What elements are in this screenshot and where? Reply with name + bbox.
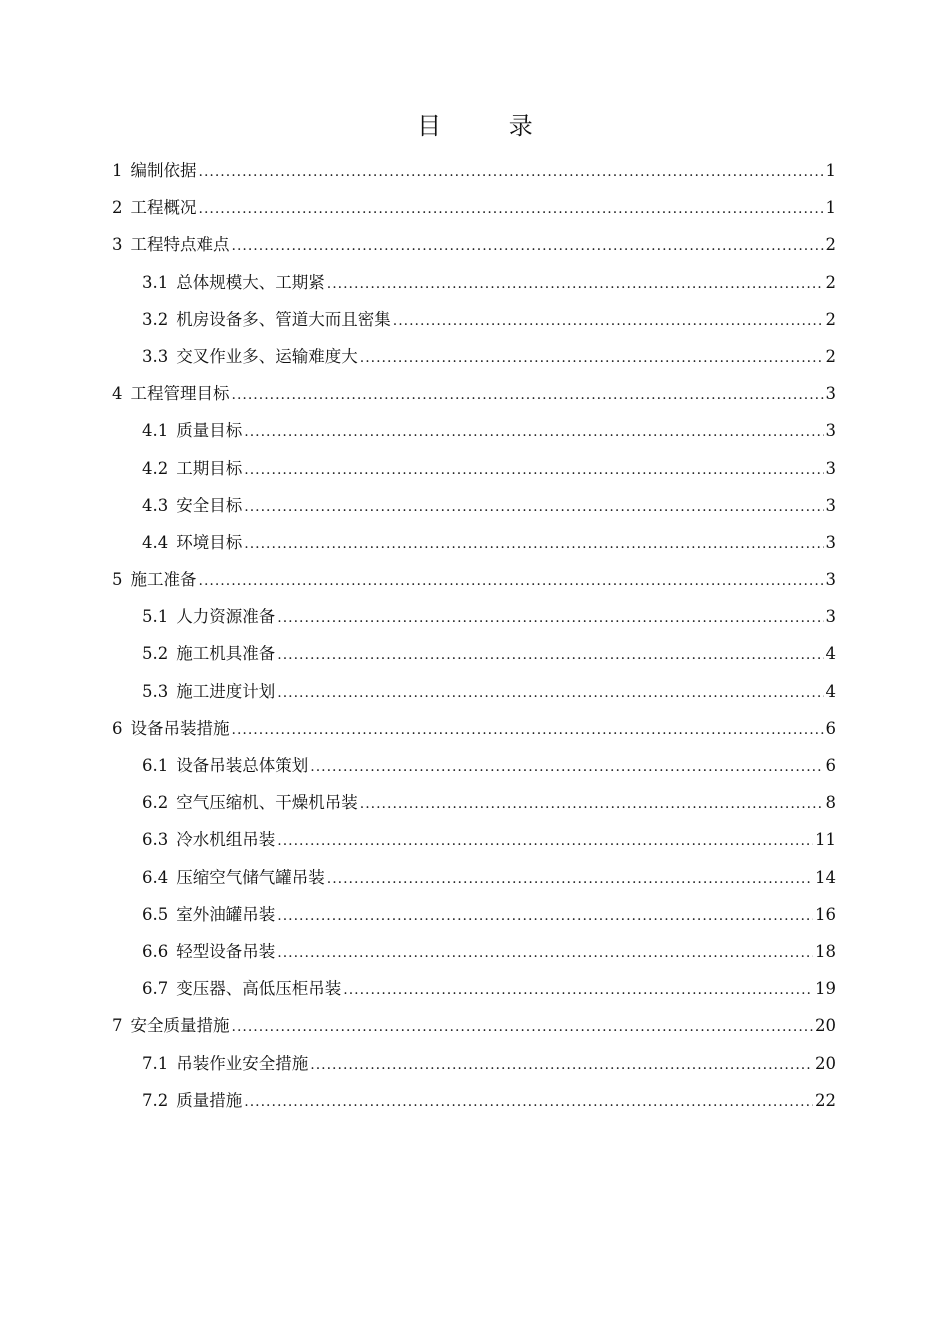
toc-entry-number: 3.2 (142, 309, 169, 329)
toc-entry-title: 施工机具准备 (176, 644, 276, 664)
dot-leader (199, 194, 824, 224)
toc-entry[interactable] (112, 416, 836, 453)
toc-entry[interactable] (112, 788, 836, 825)
toc-entry-number: 3 (112, 235, 123, 255)
toc-entry[interactable] (112, 825, 836, 862)
toc-entry-number: 5.3 (142, 681, 169, 701)
toc-entry-page-number: 4 (825, 681, 836, 701)
toc-entry-title: 工程概况 (130, 198, 197, 218)
dot-leader (277, 603, 823, 633)
toc-entry-title: 安全质量措施 (130, 1016, 230, 1036)
dot-leader (232, 1012, 814, 1042)
toc-entry-page-number: 3 (825, 421, 836, 441)
toc-entry-number: 5.1 (142, 607, 169, 627)
toc-entry[interactable] (112, 268, 836, 305)
dot-leader (277, 901, 813, 931)
dot-leader (244, 492, 823, 522)
toc-entry-number: 3.3 (142, 346, 169, 366)
toc-entry-number: 7.1 (142, 1053, 169, 1073)
toc-entry-number: 6.7 (142, 979, 169, 999)
toc-entry[interactable] (112, 677, 836, 714)
toc-entry-number: 6.4 (142, 867, 169, 887)
toc-entry-title: 施工进度计划 (176, 681, 276, 701)
dot-leader (232, 380, 824, 410)
toc-entry-title: 质量目标 (176, 421, 243, 441)
toc-entry-page-number: 22 (815, 1090, 836, 1110)
toc-entry-page-number: 3 (825, 458, 836, 478)
toc-entry-number: 3.1 (142, 272, 169, 292)
toc-entry-number: 5 (112, 570, 123, 590)
dot-leader (199, 157, 824, 187)
dot-leader (360, 789, 824, 819)
toc-entry[interactable] (112, 454, 836, 491)
toc-entry[interactable] (112, 714, 836, 751)
toc-entry[interactable] (112, 379, 836, 416)
toc-entry-number: 6 (112, 718, 123, 738)
toc-entry[interactable] (112, 1086, 836, 1123)
toc-entry-page-number: 2 (825, 309, 836, 329)
toc-entry-number: 4 (112, 384, 123, 404)
toc-entry-page-number: 14 (815, 867, 836, 887)
toc-entry-title: 工程特点难点 (130, 235, 230, 255)
toc-entry-number: 1 (112, 161, 123, 180)
toc-entry[interactable] (112, 937, 836, 974)
dot-leader (393, 306, 824, 336)
toc-entry-number: 6.6 (142, 941, 169, 961)
dot-leader (360, 343, 824, 373)
toc-entry-page-number: 11 (815, 830, 836, 850)
toc-entry-title: 设备吊装措施 (130, 718, 230, 738)
toc-entry[interactable] (112, 900, 836, 937)
toc-entry-page-number: 6 (825, 718, 836, 738)
toc-entry-page-number: 2 (825, 346, 836, 366)
dot-leader (244, 417, 823, 447)
toc-entry[interactable] (112, 974, 836, 1011)
toc-entry-number: 7.2 (142, 1090, 169, 1110)
toc-entry[interactable] (112, 230, 836, 267)
toc-entry-number: 6.2 (142, 793, 169, 813)
toc-entry-number: 6.1 (142, 756, 169, 775)
toc-entry-page-number: 3 (825, 570, 836, 590)
toc-entry[interactable] (112, 751, 836, 788)
toc-entry-title: 安全目标 (176, 495, 243, 515)
toc-entry-page-number: 1 (825, 198, 836, 218)
toc-entry-page-number: 3 (825, 607, 836, 627)
toc-entry[interactable] (112, 1049, 836, 1086)
dot-leader (277, 640, 823, 670)
toc-entry[interactable] (112, 602, 836, 639)
toc-entry-page-number: 6 (825, 756, 836, 775)
toc-entry-page-number: 16 (815, 904, 836, 924)
dot-leader (232, 715, 824, 745)
toc-entry-page-number: 18 (815, 941, 836, 961)
toc-entry-title: 工程管理目标 (130, 384, 230, 404)
toc-entry-title: 人力资源准备 (176, 607, 276, 627)
dot-leader (343, 975, 813, 1005)
dot-leader (310, 1050, 813, 1080)
toc-entry-title: 施工准备 (130, 570, 197, 590)
toc-entry-title: 总体规模大、工期紧 (176, 272, 325, 292)
toc-entry-title: 变压器、高低压柜吊装 (176, 979, 342, 999)
toc-entry[interactable] (112, 639, 836, 676)
dot-leader (244, 529, 823, 559)
toc-entry-page-number: 3 (825, 532, 836, 552)
toc-entry[interactable] (112, 1011, 836, 1048)
toc-entry-number: 7 (112, 1016, 123, 1036)
dot-leader (244, 455, 823, 485)
toc-entry-number: 4.2 (142, 458, 169, 478)
toc-entry[interactable] (112, 491, 836, 528)
toc-entry[interactable] (112, 342, 836, 379)
toc-entry[interactable] (112, 528, 836, 565)
toc-entry-title: 环境目标 (176, 532, 243, 552)
dot-leader (277, 938, 813, 968)
dot-leader (244, 1087, 813, 1117)
toc-entry-title: 压缩空气储气罐吊装 (176, 867, 325, 887)
toc-entry-page-number: 4 (825, 644, 836, 664)
toc-entry[interactable] (112, 305, 836, 342)
toc-entry-title: 交叉作业多、运输难度大 (176, 346, 358, 366)
toc-entry-number: 6.3 (142, 830, 169, 850)
toc-entry-number: 5.2 (142, 644, 169, 664)
toc-entry-title: 设备吊装总体策划 (176, 756, 309, 775)
toc-entry-number: 2 (112, 198, 123, 218)
toc-entry[interactable] (112, 863, 836, 900)
toc-entry-page-number: 2 (825, 235, 836, 255)
toc-entry-number: 6.5 (142, 904, 169, 924)
toc-entry-page-number: 3 (825, 384, 836, 404)
toc-entry-number: 4.1 (142, 421, 169, 441)
dot-leader (199, 566, 824, 596)
toc-entry-title: 吊装作业安全措施 (176, 1053, 309, 1073)
toc-entry-title: 冷水机组吊装 (176, 830, 276, 850)
toc-entry-page-number: 2 (825, 272, 836, 292)
dot-leader (277, 826, 813, 856)
dot-leader (232, 231, 824, 261)
dot-leader (327, 864, 813, 894)
toc-entry[interactable] (112, 565, 836, 602)
toc-list (112, 156, 836, 1123)
toc-entry-title: 编制依据 (130, 161, 197, 180)
toc-entry-title: 质量措施 (176, 1090, 243, 1110)
toc-entry-page-number: 8 (825, 793, 836, 813)
toc-entry-title: 机房设备多、管道大而且密集 (176, 309, 391, 329)
toc-entry-page-number: 1 (825, 161, 836, 180)
dot-leader (310, 752, 823, 782)
toc-entry-title: 室外油罐吊装 (176, 904, 276, 924)
dot-leader (277, 678, 823, 708)
toc-entry-page-number: 19 (815, 979, 836, 999)
dot-leader (327, 269, 824, 299)
toc-entry-title: 空气压缩机、干燥机吊装 (176, 793, 358, 813)
toc-entry-page-number: 3 (825, 495, 836, 515)
toc-entry-title: 轻型设备吊装 (176, 941, 276, 961)
toc-entry[interactable] (112, 156, 836, 193)
toc-entry[interactable] (112, 193, 836, 230)
toc-entry-number: 4.4 (142, 532, 169, 552)
page-title: 目 录 (417, 112, 563, 140)
toc-entry-number: 4.3 (142, 495, 169, 515)
toc-entry-title: 工期目标 (176, 458, 243, 478)
toc-entry-page-number: 20 (815, 1053, 836, 1073)
toc-entry-page-number: 20 (815, 1016, 836, 1036)
